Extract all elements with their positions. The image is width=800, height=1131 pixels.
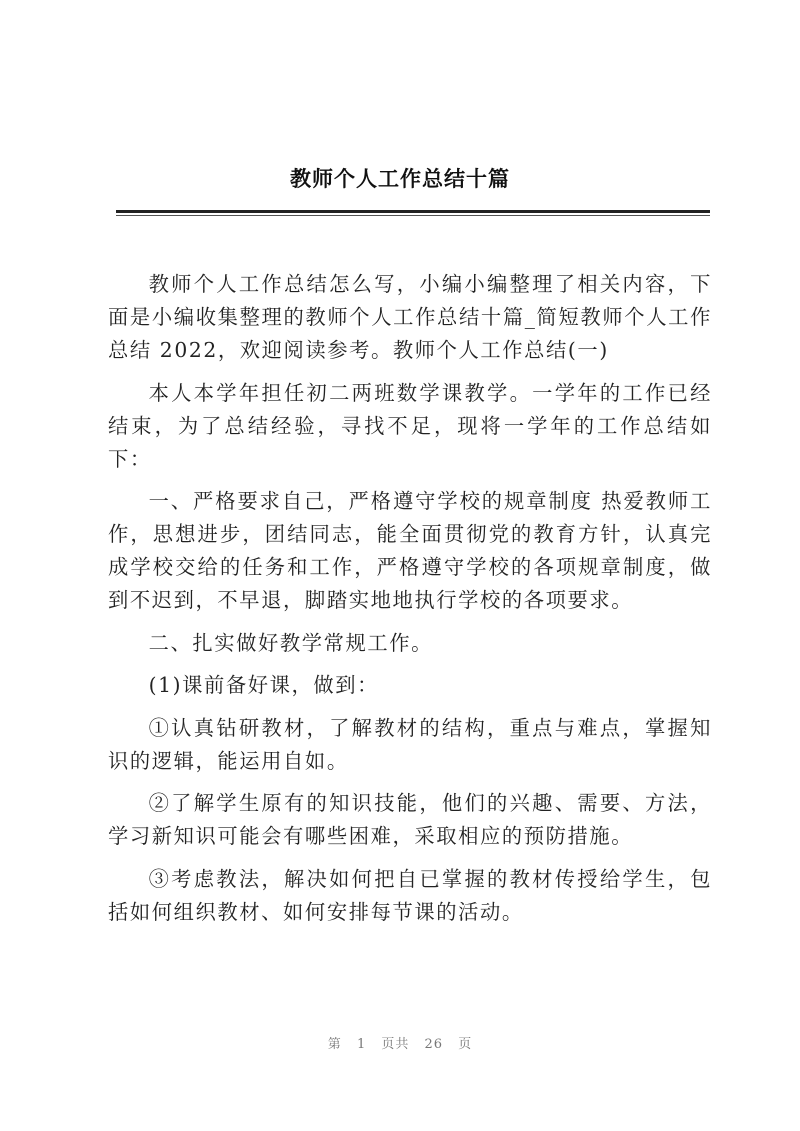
document-title: 教师个人工作总结十篇	[290, 167, 510, 191]
footer-total-pages: 26	[424, 1037, 444, 1052]
paragraph-subsection-1: (1)课前备好课，做到：	[148, 673, 380, 697]
paragraph-item-3: ③考虑教法，解决如何把自已掌握的教材传授给学生，包括如何组织教材、如何安排每节课的活动。	[108, 866, 712, 924]
paragraph-item-1: ①认真钻研教材，了解教材的结构，重点与难点，掌握知识的逻辑，能运用自如。	[108, 715, 712, 773]
paragraph-item-2: ②了解学生原有的知识技能，他们的兴趣、需要、方法，学习新知识可能会有哪些困难，采取相应的预防措施。	[108, 791, 712, 848]
footer-current-page: 1	[356, 1037, 367, 1052]
document-body	[108, 268, 712, 938]
footer-label-total: 页共	[381, 1037, 410, 1052]
title-rule-thick	[116, 210, 710, 213]
footer-label-end: 页	[458, 1037, 473, 1052]
paragraph-section-2-heading: 二、扎实做好教学常规工作。	[148, 630, 434, 655]
paragraph-section-1: 一、严格要求自己，严格遵守学校的规章制度 热爱教师工作，思想进步，团结同志，能全面贯彻党的教育方针，认真完成学校交给的任务和工作，严格遵守学校的各项规章制度，做到不迟到，不早退，脚踏实地地执行学校的各项要求。	[108, 489, 712, 612]
paragraph-overview: 本人本学年担任初二两班数学课教学。一学年的工作已经结束，为了总结经验，寻找不足，现将一学年的工作总结如下：	[108, 380, 712, 471]
page-footer	[0, 1033, 800, 1052]
title-rule-thin	[116, 215, 710, 216]
footer-label-page: 第	[327, 1037, 342, 1052]
paragraph-intro: 教师个人工作总结怎么写，小编小编整理了相关内容，下面是小编收集整理的教师个人工作总结十篇_简短教师个人工作总结 2022，欢迎阅读参考。教师个人工作总结(一)	[108, 272, 712, 362]
